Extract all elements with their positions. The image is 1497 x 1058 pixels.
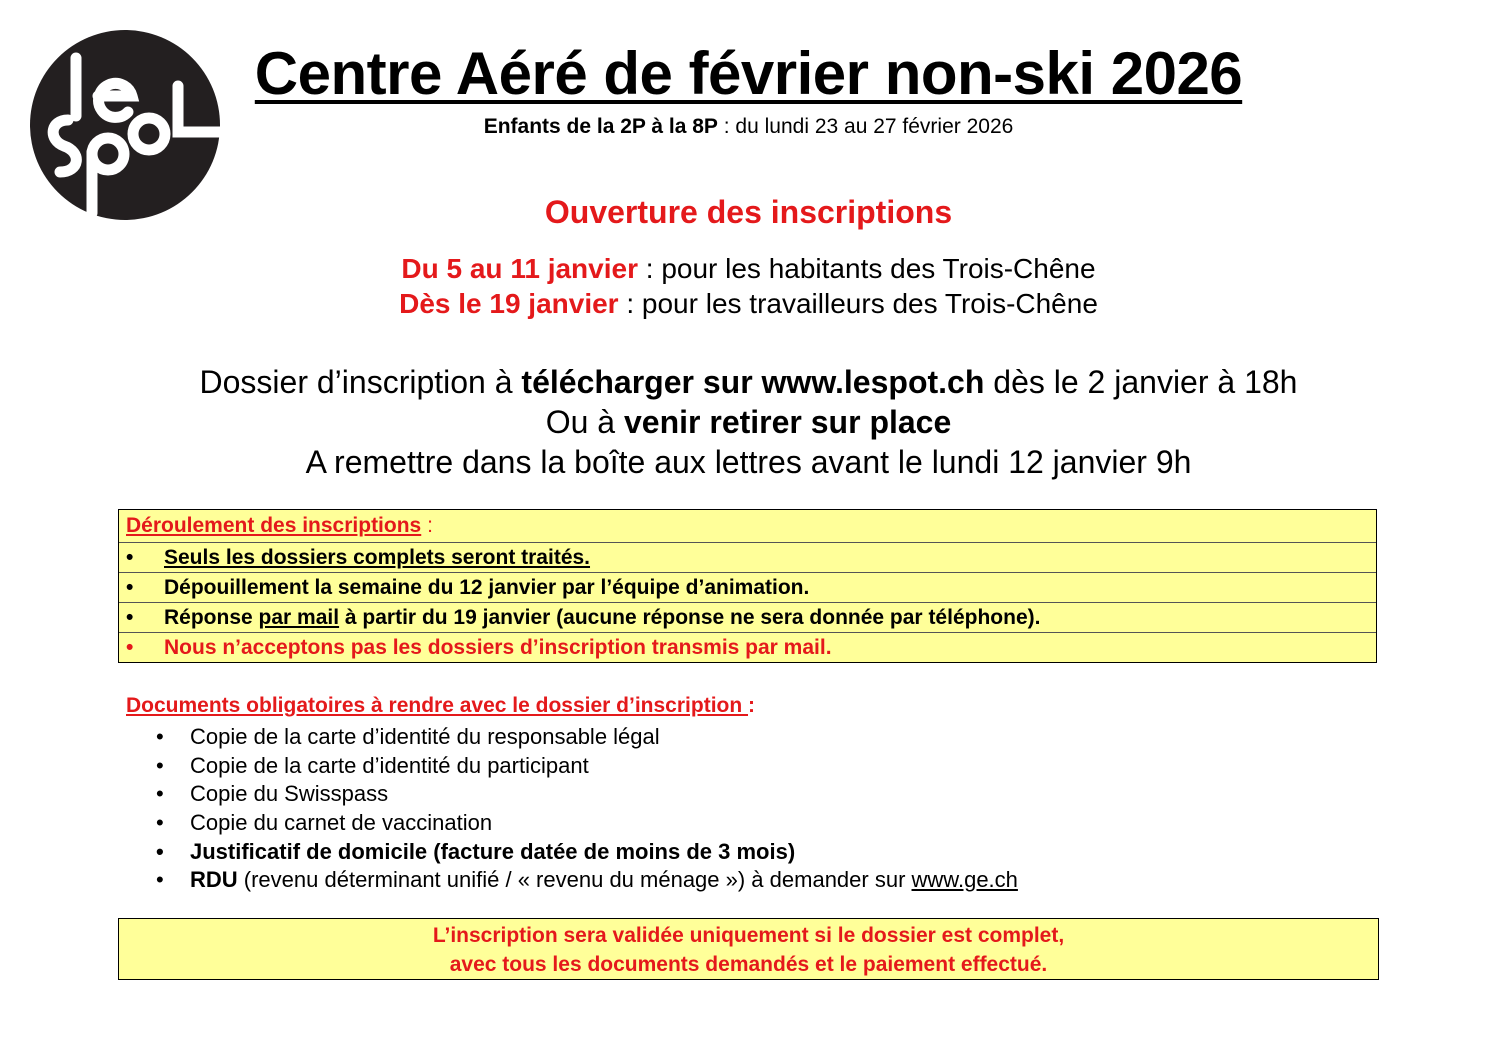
subtitle-dates: : du lundi 23 au 27 février 2026	[717, 115, 1014, 138]
bullet-icon: •	[126, 606, 134, 629]
ge-ch-link[interactable]: www.ge.ch	[911, 867, 1018, 892]
document-text: Justificatif de domicile (facture datée de moins de 3 mois)	[190, 839, 796, 864]
dossier-text: Dossier d’inscription à	[199, 364, 522, 400]
bullet-icon: •	[156, 781, 164, 806]
deroulement-box	[118, 509, 1377, 663]
document-text: Copie du Swisspass	[190, 781, 389, 806]
bullet-icon: •	[126, 546, 134, 569]
bullet-icon: •	[156, 753, 164, 778]
document-item	[156, 866, 1018, 894]
deroulement-text: Nous n’acceptons pas les dossiers d’inscription transmis par mail.	[164, 636, 832, 659]
deroulement-text: Réponse	[164, 606, 259, 629]
documents-title-suffix: :	[748, 694, 756, 717]
dossier-line-2	[0, 402, 1497, 442]
opening-text: : pour les travailleurs des Trois-Chêne	[618, 288, 1098, 319]
opening-text: : pour les habitants des Trois-Chêne	[637, 253, 1096, 284]
dossier-line-1	[0, 362, 1497, 402]
dossier-text: dès le 2 janvier à 18h	[984, 364, 1298, 400]
document-text: Copie de la carte d’identité du participant	[190, 753, 589, 778]
deroulement-text-underlined: par mail	[258, 606, 340, 629]
deroulement-item	[126, 575, 809, 601]
dossier-emphasis: venir retirer sur place	[623, 404, 952, 440]
row-divider	[119, 572, 1376, 573]
bullet-icon: •	[126, 576, 134, 599]
document-item	[156, 780, 388, 808]
deroulement-title: Déroulement des inscriptions	[126, 514, 422, 537]
deroulement-item	[126, 545, 590, 571]
documents-heading	[126, 694, 755, 718]
page-subtitle	[0, 114, 1497, 140]
opening-line	[0, 286, 1497, 321]
validation-line: avec tous les documents demandés et le paiement effectué.	[449, 953, 1048, 976]
opening-date: Du 5 au 11 janvier	[401, 253, 638, 284]
document-item	[156, 809, 492, 837]
dossier-info	[0, 362, 1497, 482]
dossier-text: Ou à	[545, 404, 624, 440]
document-item	[156, 752, 589, 780]
bullet-icon: •	[126, 636, 134, 659]
document-text: Copie de la carte d’identité du responsable légal	[190, 724, 660, 749]
subtitle-bold: Enfants de la 2P à la 8P	[483, 115, 718, 138]
bullet-icon: •	[156, 867, 164, 892]
page-title: Centre Aéré de février non-ski 2026	[254, 40, 1243, 107]
row-divider	[119, 632, 1376, 633]
document-item	[156, 723, 660, 751]
validation-line: L’inscription sera validée uniquement si le dossier est complet,	[432, 924, 1065, 947]
document-text: (revenu déterminant unifié / « revenu du ménage ») à demander sur	[237, 867, 912, 892]
deroulement-item	[126, 605, 1040, 631]
bullet-icon: •	[156, 724, 164, 749]
opening-date: Dès le 19 janvier	[399, 288, 619, 319]
row-divider	[119, 542, 1376, 543]
validation-box	[118, 918, 1379, 980]
bullet-icon: •	[156, 810, 164, 835]
opening-line	[0, 251, 1497, 286]
deroulement-text: Seuls les dossiers complets seront traités.	[164, 546, 591, 569]
download-link-text: télécharger sur www.lespot.ch	[521, 364, 985, 400]
deroulement-heading	[126, 514, 433, 538]
deroulement-item	[126, 635, 832, 661]
opening-dates	[0, 251, 1497, 321]
bullet-icon: •	[156, 839, 164, 864]
dossier-line-3: A remettre dans la boîte aux lettres avant le lundi 12 janvier 9h	[305, 444, 1192, 480]
documents-title: Documents obligatoires à rendre avec le dossier d’inscription	[126, 694, 749, 717]
deroulement-text: à partir du 19 janvier (aucune réponse ne sera donnée par téléphone).	[339, 606, 1041, 629]
rdu-label: RDU	[190, 867, 238, 892]
row-divider	[119, 602, 1376, 603]
deroulement-text: Dépouillement la semaine du 12 janvier par l’équipe d’animation.	[164, 576, 810, 599]
deroulement-title-suffix: :	[421, 514, 433, 537]
document-item	[156, 838, 795, 866]
opening-title: Ouverture des inscriptions	[544, 194, 953, 230]
document-text: Copie du carnet de vaccination	[190, 810, 493, 835]
